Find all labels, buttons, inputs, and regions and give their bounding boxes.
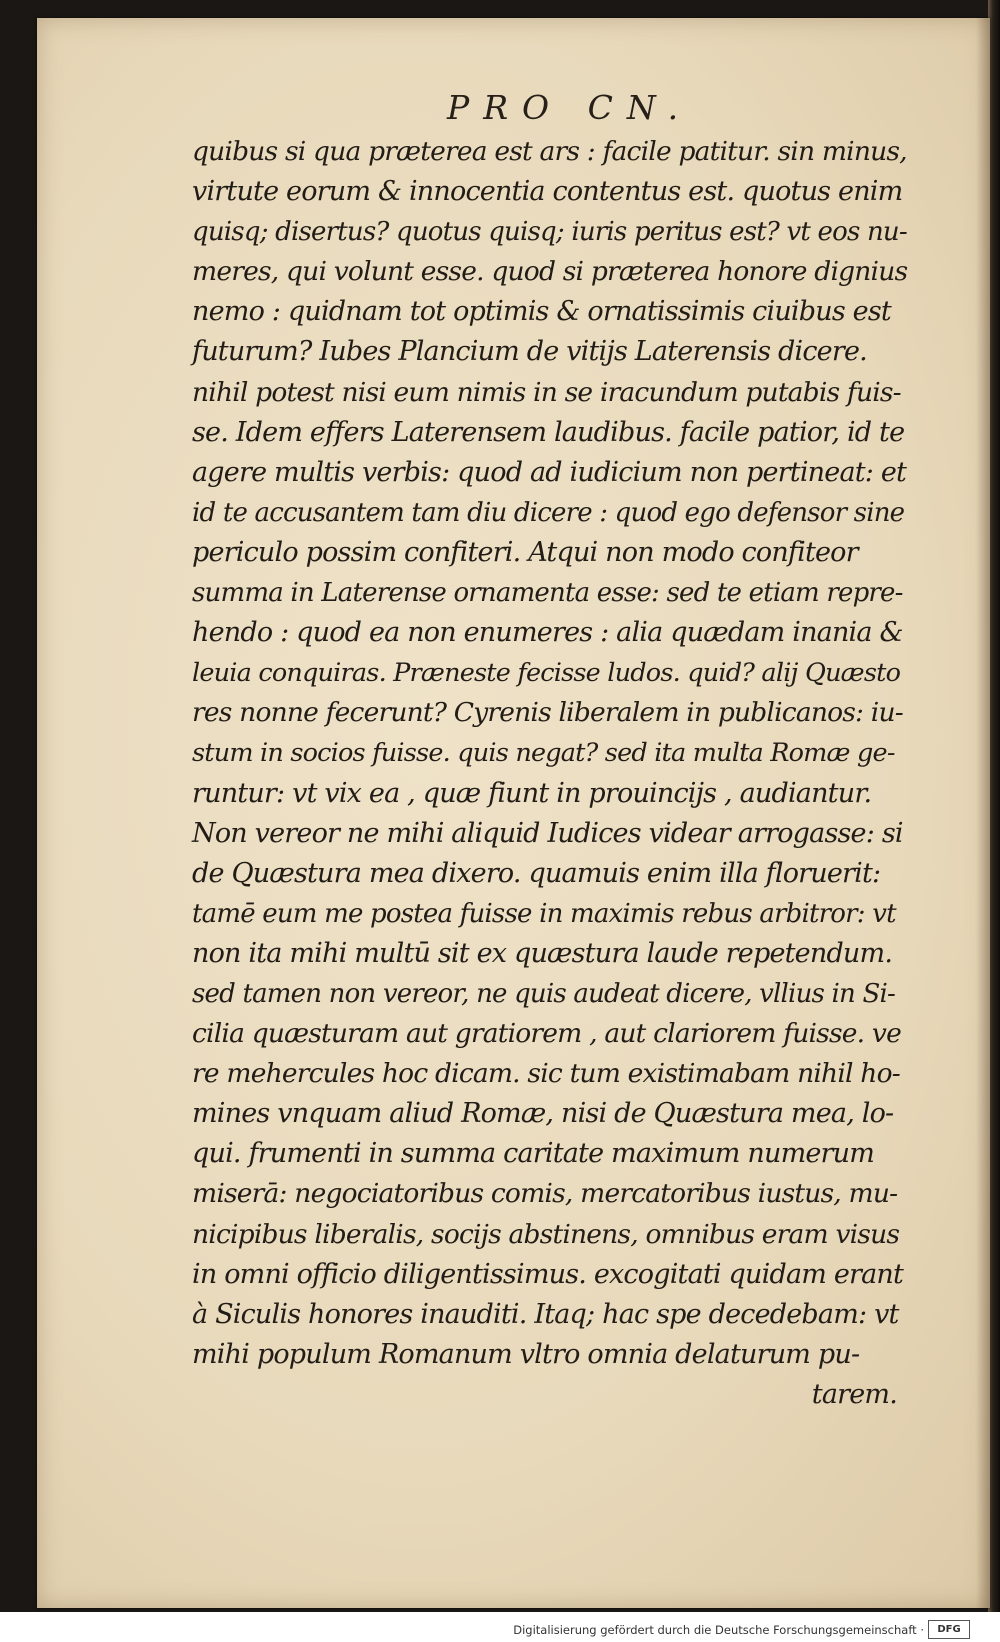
text-line: leuia conquiras. Præneste fecisse ludos. quid? alij Quæsto xyxy=(192,658,901,689)
dfg-logo: DFG xyxy=(928,1620,970,1639)
text-line: miserā: negociatoribus comis, mercatoribus iustus, mu- xyxy=(192,1178,898,1210)
text-line: hendo : quod ea non enumeres : alia quædam inania & xyxy=(192,617,903,649)
page-gutter-shadow xyxy=(976,18,990,1608)
text-line: agere multis verbis: quod ad iudicium non pertineat: et xyxy=(192,456,907,488)
text-line: sed tamen non vereor, ne quis audeat dicere, vllius in Si- xyxy=(192,978,895,1009)
text-line: runtur: vt vix ea , quæ fiunt in prouincijs , audiantur. xyxy=(192,777,872,809)
text-line: nemo : quidnam tot optimis & ornatissimis ciuibus est xyxy=(192,296,891,328)
text-line: re mehercules hoc dicam. sic tum existimabam nihil ho- xyxy=(192,1058,900,1090)
page-text-block xyxy=(192,132,907,1415)
text-line: quibus si qua præterea est ars : facile patitur. sin minus, xyxy=(192,136,907,167)
text-line: summa in Laterense ornamenta esse: sed te etiam repre- xyxy=(192,578,903,609)
text-line: virtute eorum & innocentia contentus est. quotus enim xyxy=(192,176,903,208)
text-line: non ita mihi multū sit ex quæstura laude repetendum. xyxy=(192,937,893,969)
text-line: in omni officio diligentissimus. excogitati quidam erant xyxy=(192,1258,904,1290)
text-line: mihi populum Romanum vltro omnia delaturum pu- xyxy=(192,1338,860,1370)
text-line: id te accusantem tam diu dicere : quod ego defensor sine xyxy=(192,497,905,528)
text-line: nihil potest nisi eum nimis in se iracundum putabis fuis- xyxy=(192,376,901,408)
text-line: tamē eum me postea fuisse in maximis rebus arbitror: vt xyxy=(192,898,896,929)
text-line: se. Idem effers Laterensem laudibus. facile patior, id te xyxy=(192,416,905,448)
catchword: tarem. xyxy=(811,1378,897,1410)
text-line: Non vereor ne mihi aliquid Iudices videar arrogasse: si xyxy=(192,817,903,849)
text-line: à Siculis honores inauditi. Itaq; hac spe decedebam: vt xyxy=(192,1298,899,1330)
text-line: stum in socios fuisse. quis negat? sed ita multa Romæ ge- xyxy=(192,738,895,769)
text-line: periculo possim confiteri. Atqui non modo confiteor xyxy=(192,536,858,568)
text-line: de Quæstura mea dixero. quamuis enim illa floruerit: xyxy=(192,857,881,889)
running-title: PRO CN. xyxy=(447,88,693,127)
text-line: quisq; disertus? quotus quisq; iuris peritus est? vt eos nu- xyxy=(192,217,907,248)
text-line: nicipibus liberalis, socijs abstinens, omnibus eram visus xyxy=(192,1218,900,1250)
text-line: futurum? Iubes Plancium de vitijs Laterensis dicere. xyxy=(192,336,867,368)
text-line: mines vnquam aliud Romæ, nisi de Quæstura mea, lo- xyxy=(192,1098,894,1130)
text-line: qui. frumenti in summa caritate maximum numerum xyxy=(192,1138,875,1170)
digitization-credit: Digitalisierung gefördert durch die Deutsche Forschungsgemeinschaft · xyxy=(513,1623,924,1637)
text-line: cilia quæsturam aut gratiorem , aut clariorem fuisse. ve xyxy=(192,1018,901,1050)
text-line: res nonne fecerunt? Cyrenis liberalem in publicanos: iu- xyxy=(192,697,903,729)
text-line: meres, qui volunt esse. quod si præterea honore dignius xyxy=(192,256,908,288)
